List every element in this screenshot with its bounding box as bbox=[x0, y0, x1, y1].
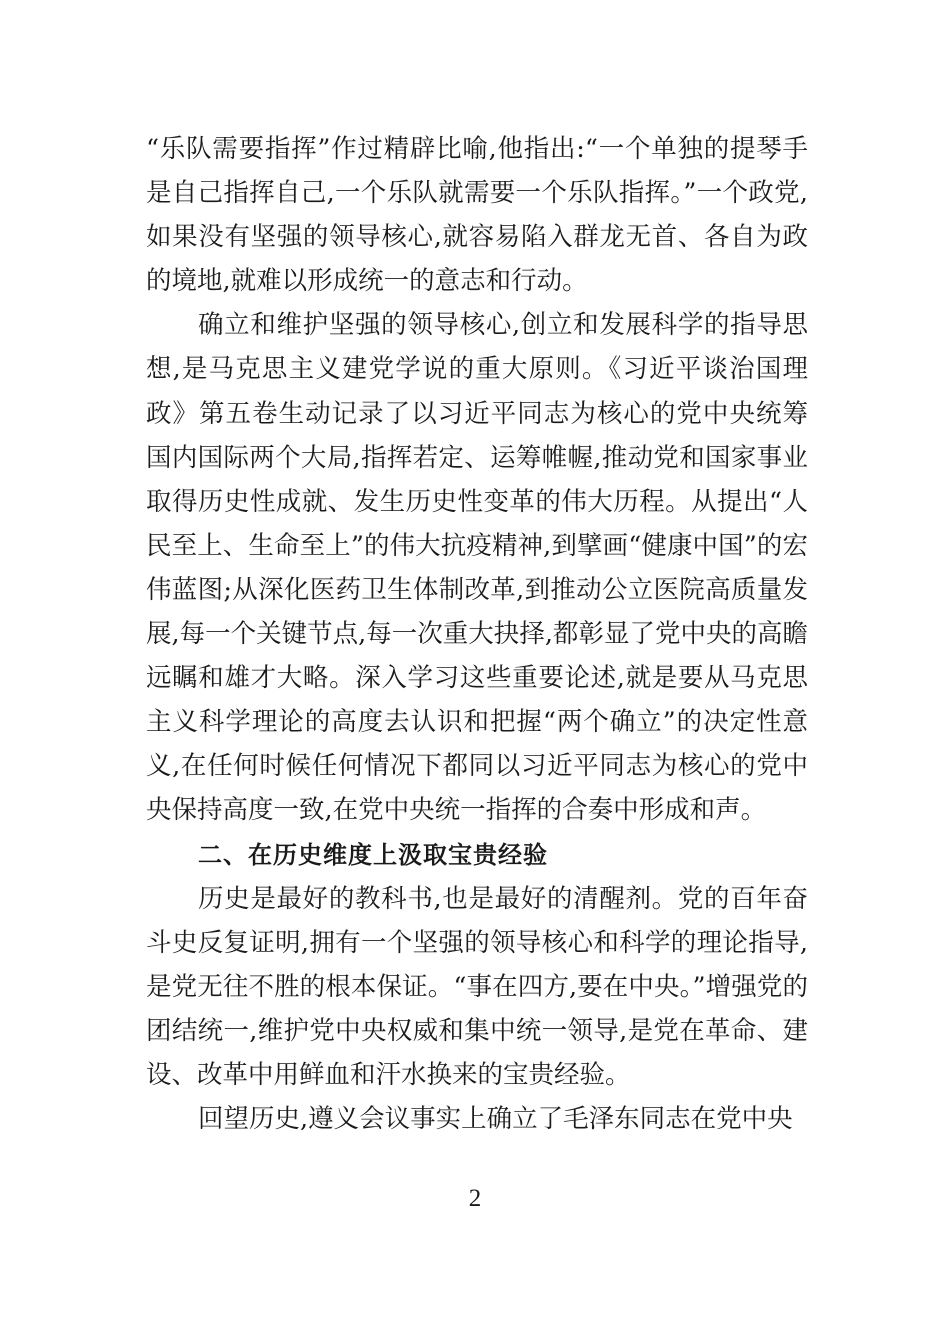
document-body bbox=[146, 127, 808, 1141]
paragraph-history-textbook: 历史是最好的教科书,也是最好的清醒剂。党的百年奋斗史反复证明,拥有一个坚强的领导核心和科学的理论指导,是党无往不胜的根本保证。“事在四方,要在中央。”增强党的团结统一,维护党中央权威和集中统一领导,是党在革命、建设、改革中用鲜血和汗水换来的宝贵经验。 bbox=[146, 883, 808, 1090]
section-heading: 二、在历史维度上汲取宝贵经验 bbox=[198, 840, 548, 869]
paragraph-leadership-core: 确立和维护坚强的领导核心,创立和发展科学的指导思想,是马克思主义建党学说的重大原则。《习近平谈治国理政》第五卷生动记录了以习近平同志为核心的党中央统筹国内国际两个大局,指挥若定、运筹帷幄,推动党和国家事业取得历史性成就、发生历史性变革的伟大历程。从提出“人民至上、生命至上”的伟大抗疫精神,到擘画“健康中国”的宏伟蓝图;从深化医药卫生体制改革,到推动公立医院高质量发展,每一个关键节点,每一次重大抉择,都彰显了党中央的高瞻远瞩和雄才大略。深入学习这些重要论述,就是要从马克思主义科学理论的高度去认识和把握“两个确立”的决定性意义,在任何时候任何情况下都同以习近平同志为核心的党中央保持高度一致,在党中央统一指挥的合奏中形成和声。 bbox=[146, 310, 808, 826]
paragraph-zunyi-meeting: 回望历史,遵义会议事实上确立了毛泽东同志在党中央 bbox=[198, 1104, 793, 1135]
paragraph-orchestra-metaphor: “乐队需要指挥”作过精辟比喻,他指出:“一个单独的提琴手是自己指挥自己,一个乐队就需要一个乐队指挥。”一个政党,如果没有坚强的领导核心,就容易陷入群龙无首、各自为政的境地,就难以形成统一的意志和行动。 bbox=[146, 134, 808, 297]
page-number: 2 bbox=[468, 1185, 482, 1212]
